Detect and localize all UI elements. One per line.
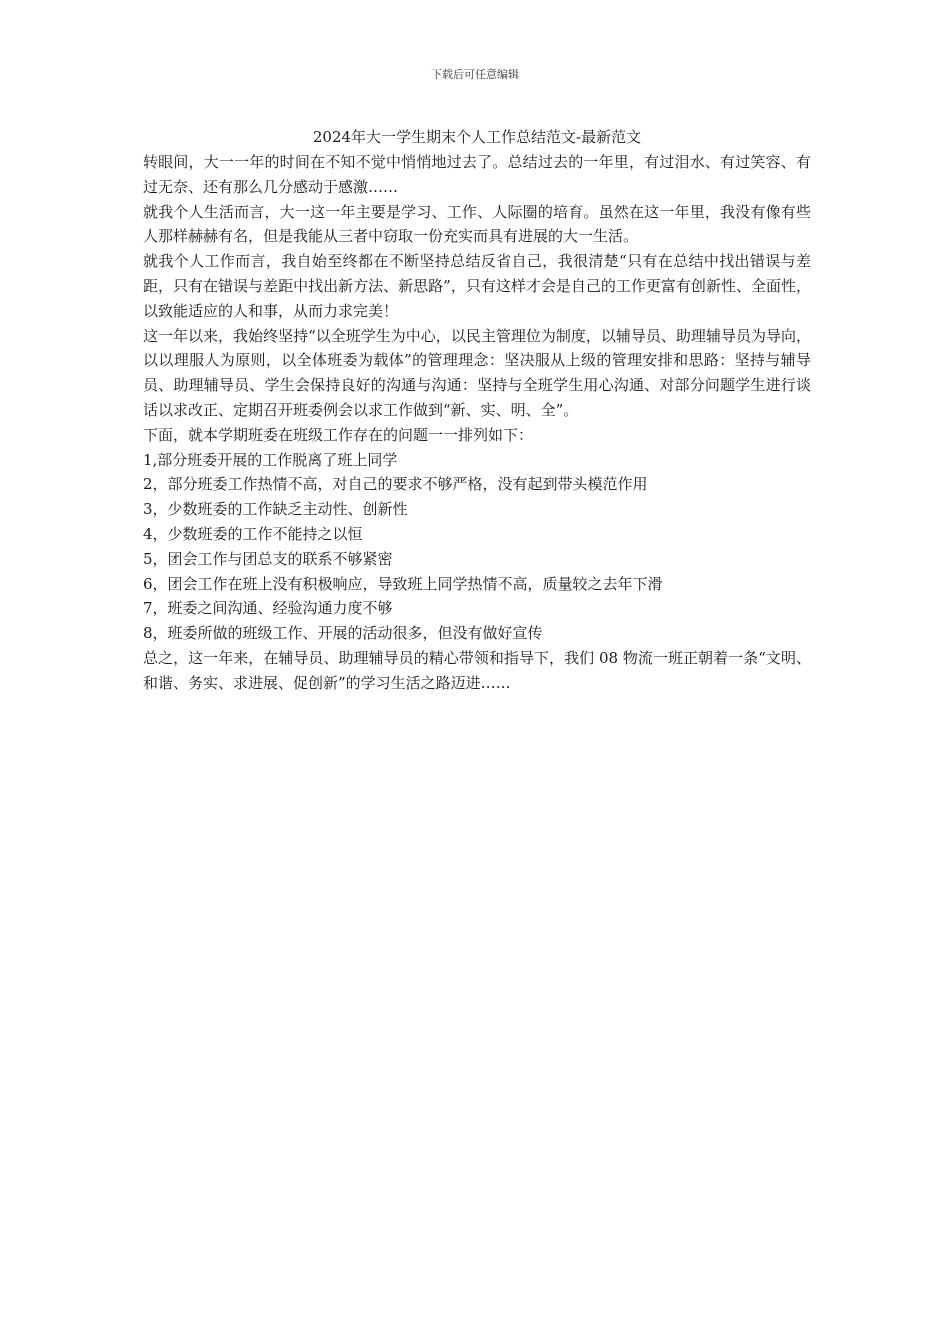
paragraph-work: 就我个人工作而言，我自始至终都在不断坚持总结反省自己，我很清楚“只有在总结中找出错误与差距，只有在错误与差距中找出新方法、新思路”，只有这样才会是自己的工作更富有创新性、全面性，以致能适应的人和事，从而力求完美！ xyxy=(143,252,811,320)
header-note: 下载后可任意编辑 xyxy=(431,68,519,81)
list-item: 1,部分班委开展的工作脱离了班上同学 xyxy=(143,450,398,469)
document-body xyxy=(143,126,811,696)
list-item: 7，班委之间沟通、经验沟通力度不够 xyxy=(143,599,393,618)
list-item: 2，部分班委工作热情不高，对自己的要求不够严格，没有起到带头模范作用 xyxy=(143,475,648,494)
problem-list xyxy=(143,448,811,646)
paragraph-intro: 转眼间，大一一年的时间在不知不觉中悄悄地过去了。总结过去的一年里，有过泪水、有过笑容、有过无奈、还有那么几分感动于感激…… xyxy=(143,153,811,196)
document-title: 2024年大一学生期末个人工作总结范文-最新范文 xyxy=(312,128,642,146)
list-item: 6，团会工作在班上没有积极响应，导致班上同学热情不高，质量较之去年下滑 xyxy=(143,574,663,593)
paragraph-life: 就我个人生活而言，大一这一年主要是学习、工作、人际圈的培育。虽然在这一年里，我没有像有些人那样赫赫有名，但是我能从三者中窃取一份充实而具有进展的大一生活。 xyxy=(143,202,811,246)
list-item: 5，团会工作与团总支的联系不够紧密 xyxy=(143,549,393,568)
paragraph-problems-intro: 下面，就本学期班委在班级工作存在的问题一一排列如下： xyxy=(143,425,534,444)
list-item: 8，班委所做的班级工作、开展的活动很多，但没有做好宣传 xyxy=(143,624,543,643)
paragraph-closing: 总之，这一年来，在辅导员、助理辅导员的精心带领和指导下，我们 08 物流一班正朝着一条“文明、和谐、务实、求进展、促创新”的学习生活之路迈进…… xyxy=(143,648,811,692)
paragraph-management: 这一年以来，我始终坚持“以全班学生为中心，以民主管理位为制度，以辅导员、助理辅导员为导向，以以理服人为原则，以全体班委为载体”的管理理念：坚决服从上级的管理安排和思路：坚持与辅导员、助理辅导员、学生会保持良好的沟通与沟通：坚持与全班学生用心沟通、对部分问题学生进行谈话以求改正、定期召开班委例会以求工作做到“新、实、明、全”。 xyxy=(143,326,811,419)
list-item: 3，少数班委的工作缺乏主动性、创新性 xyxy=(143,500,408,519)
list-item: 4，少数班委的工作不能持之以恒 xyxy=(143,524,363,543)
